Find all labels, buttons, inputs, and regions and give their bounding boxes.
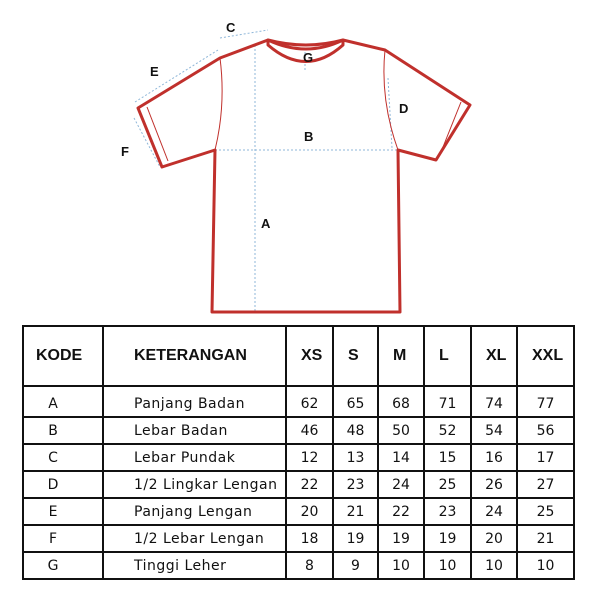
row-kode: B xyxy=(23,417,103,444)
header-keterangan: KETERANGAN xyxy=(103,326,286,386)
row-kode: C xyxy=(23,444,103,471)
tshirt-outline xyxy=(138,40,470,312)
label-f: F xyxy=(121,144,129,159)
tshirt-body-outline xyxy=(138,40,470,312)
row-keterangan: Lebar Pundak xyxy=(103,444,286,471)
row-value-xs: 18 xyxy=(286,525,333,552)
row-value-xl: 74 xyxy=(471,386,517,417)
row-value-xxl: 17 xyxy=(517,444,574,471)
row-value-xl: 54 xyxy=(471,417,517,444)
row-value-s: 23 xyxy=(333,471,378,498)
row-value-xxl: 10 xyxy=(517,552,574,579)
row-value-xs: 22 xyxy=(286,471,333,498)
row-value-xl: 10 xyxy=(471,552,517,579)
row-keterangan: Panjang Lengan xyxy=(103,498,286,525)
row-value-m: 19 xyxy=(378,525,424,552)
row-value-m: 10 xyxy=(378,552,424,579)
row-keterangan: Lebar Badan xyxy=(103,417,286,444)
row-value-xs: 12 xyxy=(286,444,333,471)
header-kode: KODE xyxy=(23,326,103,386)
row-kode: G xyxy=(23,552,103,579)
row-kode: F xyxy=(23,525,103,552)
row-kode: E xyxy=(23,498,103,525)
row-keterangan: 1/2 Lingkar Lengan xyxy=(103,471,286,498)
guide-armhole xyxy=(388,78,392,148)
row-value-xs: 8 xyxy=(286,552,333,579)
row-value-xl: 26 xyxy=(471,471,517,498)
row-value-l: 23 xyxy=(424,498,471,525)
label-a: A xyxy=(261,216,271,231)
row-kode: A xyxy=(23,386,103,417)
table-row xyxy=(23,471,574,498)
row-keterangan: 1/2 Lebar Lengan xyxy=(103,525,286,552)
guide-sleeve-width xyxy=(134,118,160,167)
row-value-xxl: 25 xyxy=(517,498,574,525)
tshirt-stitches xyxy=(147,50,461,161)
row-value-m: 14 xyxy=(378,444,424,471)
table-row xyxy=(23,552,574,579)
label-c: C xyxy=(226,20,236,35)
table-row xyxy=(23,498,574,525)
label-g: G xyxy=(303,50,314,65)
row-value-xs: 46 xyxy=(286,417,333,444)
table-row xyxy=(23,525,574,552)
row-value-s: 19 xyxy=(333,525,378,552)
table-row xyxy=(23,417,574,444)
label-d: D xyxy=(399,101,409,116)
header-size-s: S xyxy=(333,326,378,386)
left-armhole-seam xyxy=(215,58,222,150)
guide-sleeve-length xyxy=(135,50,218,102)
row-value-m: 24 xyxy=(378,471,424,498)
row-value-m: 68 xyxy=(378,386,424,417)
label-e: E xyxy=(150,64,159,79)
row-kode: D xyxy=(23,471,103,498)
header-size-l: L xyxy=(424,326,471,386)
row-value-s: 9 xyxy=(333,552,378,579)
row-value-m: 50 xyxy=(378,417,424,444)
row-value-s: 13 xyxy=(333,444,378,471)
row-value-l: 71 xyxy=(424,386,471,417)
row-value-l: 25 xyxy=(424,471,471,498)
row-value-xs: 62 xyxy=(286,386,333,417)
header-size-xs: XS xyxy=(286,326,333,386)
row-value-xs: 20 xyxy=(286,498,333,525)
label-b: B xyxy=(304,129,314,144)
header-size-xxl: XXL xyxy=(517,326,574,386)
row-value-xl: 24 xyxy=(471,498,517,525)
size-chart-table xyxy=(22,325,575,580)
row-value-l: 52 xyxy=(424,417,471,444)
table-row xyxy=(23,444,574,471)
row-value-l: 19 xyxy=(424,525,471,552)
row-value-xxl: 21 xyxy=(517,525,574,552)
row-keterangan: Panjang Badan xyxy=(103,386,286,417)
row-value-l: 15 xyxy=(424,444,471,471)
row-value-xxl: 56 xyxy=(517,417,574,444)
table-row xyxy=(23,386,574,417)
header-size-xl: XL xyxy=(471,326,517,386)
row-value-xl: 20 xyxy=(471,525,517,552)
row-keterangan: Tinggi Leher xyxy=(103,552,286,579)
row-value-s: 48 xyxy=(333,417,378,444)
row-value-xxl: 77 xyxy=(517,386,574,417)
table-header-row xyxy=(23,326,574,386)
row-value-xl: 16 xyxy=(471,444,517,471)
header-size-m: M xyxy=(378,326,424,386)
row-value-xxl: 27 xyxy=(517,471,574,498)
row-value-s: 65 xyxy=(333,386,378,417)
measurement-guides xyxy=(134,30,400,312)
row-value-l: 10 xyxy=(424,552,471,579)
row-value-m: 22 xyxy=(378,498,424,525)
row-value-s: 21 xyxy=(333,498,378,525)
